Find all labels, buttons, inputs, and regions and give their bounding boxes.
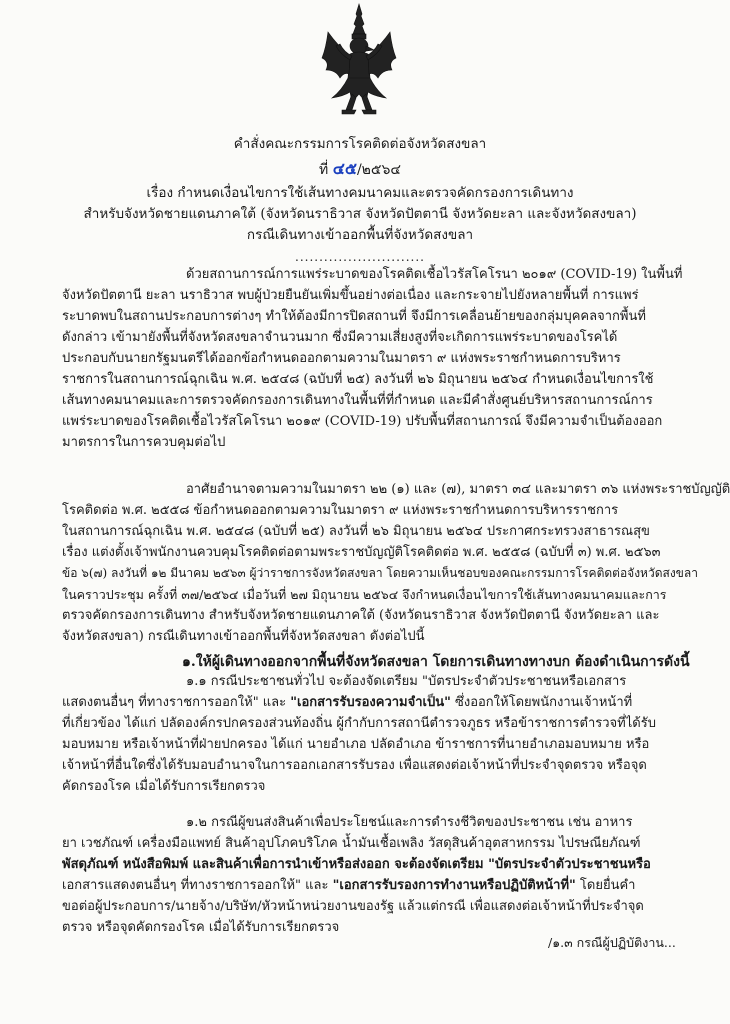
item-1-1-line: เจ้าหน้าที่อื่นใดซึ่งได้รับมอบอำนาจในการออกเอกสารรับรอง เพื่อแสดงต่อเจ้าหน้าที่ประจำจุดตรวจ หรือจุด [62,758,647,773]
paragraph-1-line: ราชการในสถานการณ์ฉุกเฉิน พ.ศ. ๒๕๔๘ (ฉบับที่ ๒๕) ลงวันที่ ๒๖ มิถุนายน ๒๕๖๔ กำหนดเงื่อนไขการใช้ [62,372,654,387]
item-1-2-line: ยา เวชภัณฑ์ เครื่องมือแพทย์ สินค้าอุปโภคบริโภค น้ำมันเชื้อเพลิง วัสดุสินค้าอุตสาหกรรม ไปรษณียภัณฑ์ [62,836,641,851]
order-issuer: คำสั่งคณะกรรมการโรคติดต่อจังหวัดสงขลา [233,136,487,152]
order-year: /๒๕๖๔ [356,162,401,178]
item-1-1-line: มอบหมาย หรือเจ้าหน้าที่ฝ่ายปกครอง ได้แก่ นายอำเภอ ปลัดอำเภอ ข้าราชการที่นายอำเภอมอบหมาย หรือ [62,737,650,752]
item-1-1-line: คัดกรองโรค เมื่อได้รับการเรียกตรวจ [62,779,266,794]
paragraph-2-line: โรคติดต่อ พ.ศ. ๒๕๕๘ ข้อกำหนดออกตามความในมาตรา ๙ แห่งพระราชกำหนดการบริหารราชการ [62,503,619,518]
paragraph-1-line: ระบาดพบในสถานประกอบการต่างๆ ทำให้ต้องมีการปิดสถานที่ จึงมีการเคลื่อนย้ายของกลุ่มบุคคลจากพื้นที่ [62,309,646,324]
paragraph-1-line: แพร่ระบาดของโรคติดเชื้อไวรัสโคโรนา ๒๐๑๙ (COVID-19) ปรับพื้นที่สถานการณ์ จึงมีความจำเป็นต้องออก [62,414,663,429]
item-1-2 [62,812,666,938]
paragraph-1 [62,264,683,453]
subject-line-1: เรื่อง กำหนดเงื่อนไขการใช้เส้นทางคมนาคมและตรวจคัดกรองการเดินทาง [146,185,574,201]
item-1-1 [62,671,666,797]
paragraph-1-line: ดังกล่าว เข้ามายังพื้นที่จังหวัดสงขลาจำนวนมาก ซึ่งมีความเสี่ยงสูงที่จะเกิดการแพร่ระบาดของโรคได้ [62,330,618,345]
item-1-2-line [62,875,666,896]
paragraph-1-line: ด้วยสถานการณ์การแพร่ระบาดของโรคติดเชื้อไวรัสโคโรนา ๒๐๑๙ (COVID-19) ในพื้นที่ [186,267,683,282]
item-1-2-text: และ [301,878,333,893]
subject-line-3: กรณีเดินทางเข้าออกพื้นที่จังหวัดสงขลา [246,227,474,243]
item-1-1-line: ๑.๑ กรณีประชาชนทั่วไป จะต้องจัดเตรียม "บัตรประจำตัวประชาชนหรือเอกสาร [186,674,627,689]
paragraph-1-line: จังหวัดปัตตานี ยะลา นราธิวาส พบผู้ป่วยยืนยันเพิ่มขึ้นอย่างต่อเนื่อง และกระจายไปยังหลายพื้นที่ การแพร่ [62,288,639,303]
item-1-2-text: เอกสารแสดงตนอื่นๆ ที่ทางราชการออกให้" [62,878,302,893]
item-1-1-line [62,692,666,713]
paragraph-2-line: เรื่อง แต่งตั้งเจ้าพนักงานควบคุมโรคติดต่อตามพระราชบัญญัติโรคติดต่อ พ.ศ. ๒๕๕๘ (ฉบับที่ ๓) พ.ศ. ๒๕๖๓ [62,545,661,560]
paragraph-1-line: มาตรการในการควบคุมต่อไป [62,435,226,450]
item-1-1-text: แสดงตนอื่นๆ ที่ทางราชการออกให้" [62,695,259,710]
paragraph-2 [62,479,730,647]
paragraph-1-line: เส้นทางคมนาคมและการตรวจคัดกรองการเดินทางในพื้นที่ที่กำหนด และมีคำสั่งศูนย์บริหารสถานการณ์การ [62,393,653,408]
item-1-1-text: และ [258,695,291,710]
item-1-2-line: พัสดุภัณฑ์ หนังสือพิมพ์ และสินค้าเพื่อการนำเข้าหรือส่งออก จะต้องจัดเตรียม "บัตรประจำตัวประชาชนหรือ [62,857,651,872]
item-1-2-line: ๑.๒ กรณีผู้ขนส่งสินค้าเพื่อประโยชน์และการดำรงชีวิตของประชาชน เช่น อาหาร [186,815,633,830]
item-1-2-line: ขอต่อผู้ประกอบการ/นายจ้าง/บริษัท/หัวหน้าหน่วยงานของรัฐ แล้วแต่กรณี เพื่อแสดงต่อเจ้าหน้าที่ประจำจุด [62,899,644,914]
subject-line-2: สำหรับจังหวัดชายแดนภาคใต้ (จังหวัดนราธิวาส จังหวัดปัตตานี จังหวัดยะลา และจังหวัดสงขลา) [83,206,637,222]
paragraph-2-line: ข้อ ๖(๗) ลงวันที่ ๑๒ มีนาคม ๒๕๖๓ ผู้ว่าราชการจังหวัดสงขลา โดยความเห็นชอบของคณะกรรมการโรคติดต่อจังหวัดสงขลา [62,566,698,580]
continuation-note: /๑.๓ กรณีผู้ปฏิบัติงาน... [548,935,676,950]
paragraph-2-line: ในคราวประชุม ครั้งที่ ๓๗/๒๕๖๔ เมื่อวันที่ ๒๗ มิถุนายน ๒๕๖๔ จึงกำหนดเงื่อนไขการใช้เส้นทางคมนาคมและการ [62,587,667,602]
garuda-emblem-icon [318,2,400,118]
item-1-1-bold-text: "เอกสารรับรองความจำเป็น" [290,695,451,710]
order-number-line [60,157,660,182]
item-1-2-text: โดยยื่นคำ [575,878,636,893]
item-1-1-text: ซึ่งออกให้โดยพนักงานเจ้าหน้าที่ [450,695,633,710]
item-1-2-bold-text: "เอกสารรับรองการทำงานหรือปฏิบัติหน้าที่" [332,878,576,893]
paragraph-2-line: ตรวจคัดกรองการเดินทาง สำหรับจังหวัดชายแดนภาคใต้ (จังหวัดนราธิวาส จังหวัดปัตตานี จังหวัดยะลา และ [62,608,660,623]
item-1-2-line: ตรวจ หรือจุดคัดกรองโรค เมื่อได้รับการเรียกตรวจ [62,920,340,935]
paragraph-1-line: ประกอบกับนายกรัฐมนตรีได้ออกข้อกำหนดออกตามความในมาตรา ๙ แห่งพระราชกำหนดการบริหาร [62,351,621,366]
order-number-prefix: ที่ [319,162,329,178]
order-number: ๔๕ [332,159,357,178]
paragraph-2-line: ในสถานการณ์ฉุกเฉิน พ.ศ. ๒๕๔๘ (ฉบับที่ ๒๕) ลงวันที่ ๒๖ มิถุนายน ๒๕๖๔ ประกาศกระทรวงสาธารณสุข [62,524,650,539]
section-1-heading: ๑.ให้ผู้เดินทางออกจากพื้นที่จังหวัดสงขลา โดยการเดินทางทางบก ต้องดำเนินการดังนี้ [182,654,690,670]
paragraph-2-line: อาศัยอำนาจตามความในมาตรา ๒๒ (๑) และ (๗), มาตรา ๓๔ และมาตรา ๓๖ แห่งพระราชบัญญัติ [186,482,730,497]
item-1-1-line: ที่เกี่ยวข้อง ได้แก่ ปลัดองค์กรปกครองส่วนท้องถิ่น ผู้กำกับการสถานีตำรวจภูธร หรือข้าราชการตำรวจที่ได้รับ [62,716,656,731]
separator: ........................... [295,250,425,264]
paragraph-2-line: จังหวัดสงขลา) กรณีเดินทางเข้าออกพื้นที่จังหวัดสงขลา ดังต่อไปนี้ [62,629,425,644]
